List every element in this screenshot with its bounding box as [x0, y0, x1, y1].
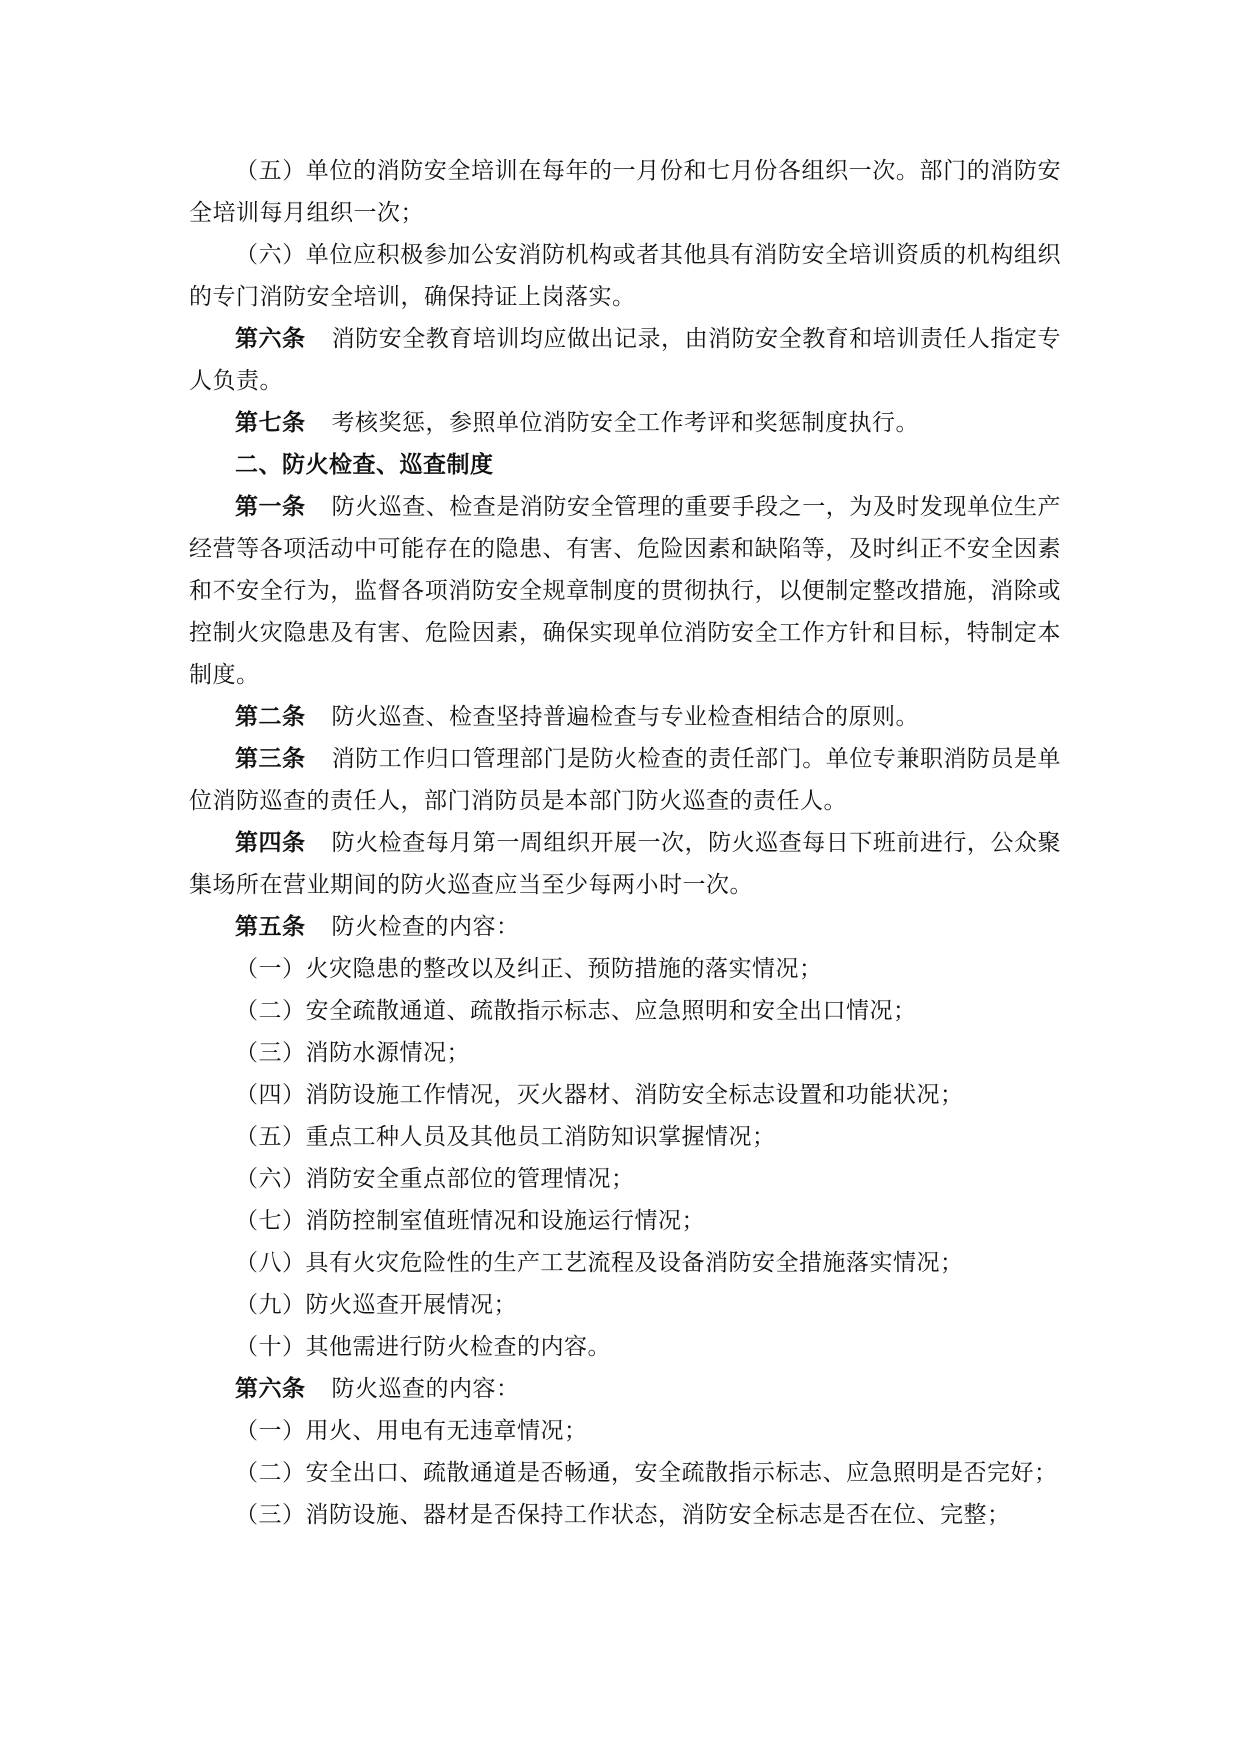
article-text: 防火巡查、检查坚持普遍检查与专业检查相结合的原则。 — [331, 704, 919, 730]
article-label: 第一条 — [235, 493, 306, 520]
article-label: 第五条 — [235, 913, 306, 940]
list-item — [189, 1452, 1061, 1494]
article-6-patrol-content — [189, 1368, 1061, 1410]
article-text: 消防工作归口管理部门是防火检查的责任部门。单位专兼职消防员是单位消防巡查的责任人，部门消防员是本部门防火巡查的责任人。 — [189, 746, 1062, 814]
article-label: 第七条 — [235, 409, 306, 436]
list-item-text: （三）消防设施、器材是否保持工作状态，消防安全标志是否在位、完整； — [235, 1502, 1011, 1528]
list-item — [189, 1242, 1061, 1284]
article-text: 防火巡查、检查是消防安全管理的重要手段之一，为及时发现单位生产经营等各项活动中可能存在的隐患、有害、危险因素和缺陷等，及时纠正不安全因素和不安全行为，监督各项消防安全规章制度的贯彻执行，以便制定整改措施，消除或控制火灾隐患及有害、危险因素，确保实现单位消防安全工作方针和目标，特制定本制度。 — [189, 494, 1062, 688]
article-text: 考核奖惩，参照单位消防安全工作考评和奖惩制度执行。 — [331, 410, 919, 436]
list-item — [189, 1410, 1061, 1452]
list-item — [189, 948, 1061, 990]
article-1-purpose — [189, 486, 1061, 696]
list-item-text: （二）安全疏散通道、疏散指示标志、应急照明和安全出口情况； — [235, 998, 917, 1024]
article-text: 防火检查的内容： — [331, 914, 520, 940]
article-text: 消防安全教育培训均应做出记录，由消防安全教育和培训责任人指定专人负责。 — [189, 326, 1062, 394]
paragraph-training-external — [189, 234, 1061, 318]
list-item — [189, 1284, 1061, 1326]
list-item — [189, 1200, 1061, 1242]
list-item-text: （八）具有火灾危险性的生产工艺流程及设备消防安全措施落实情况； — [235, 1250, 964, 1276]
article-7-assessment — [189, 402, 1061, 444]
list-item-text: （六）消防安全重点部位的管理情况； — [235, 1166, 635, 1192]
article-label: 第四条 — [235, 829, 306, 856]
list-item-text: （一）用火、用电有无违章情况； — [235, 1418, 588, 1444]
list-item — [189, 1032, 1061, 1074]
article-3-responsibility — [189, 738, 1061, 822]
article-5-inspection-content — [189, 906, 1061, 948]
article-6-records — [189, 318, 1061, 402]
list-item-text: （二）安全出口、疏散通道是否畅通，安全疏散指示标志、应急照明是否完好； — [235, 1460, 1058, 1486]
list-item-text: （五）重点工种人员及其他员工消防知识掌握情况； — [235, 1124, 776, 1150]
document-body — [189, 150, 1061, 1536]
paragraph-training-annual — [189, 150, 1061, 234]
list-item-text: （四）消防设施工作情况，灭火器材、消防安全标志设置和功能状况； — [235, 1082, 964, 1108]
list-item — [189, 1074, 1061, 1116]
list-item-text: （一）火灾隐患的整改以及纠正、预防措施的落实情况； — [235, 956, 823, 982]
article-label: 第三条 — [235, 745, 306, 772]
list-item-text: （九）防火巡查开展情况； — [235, 1292, 517, 1318]
article-label: 第六条 — [235, 1375, 306, 1402]
article-text: 防火检查每月第一周组织开展一次，防火巡查每日下班前进行，公众聚集场所在营业期间的防火巡查应当至少每两小时一次。 — [189, 830, 1062, 898]
list-item-text: （三）消防水源情况； — [235, 1040, 470, 1066]
article-text: 防火巡查的内容： — [331, 1376, 520, 1402]
section-heading-text: 二、防火检查、巡查制度 — [235, 451, 494, 478]
paragraph-text: （五）单位的消防安全培训在每年的一月份和七月份各组织一次。部门的消防安全培训每月组织一次； — [189, 158, 1061, 226]
article-label: 第二条 — [235, 703, 306, 730]
list-item-text: （七）消防控制室值班情况和设施运行情况； — [235, 1208, 705, 1234]
article-2-principle — [189, 696, 1061, 738]
article-label: 第六条 — [235, 325, 306, 352]
section-heading — [189, 444, 1061, 486]
list-item — [189, 1494, 1061, 1536]
list-item — [189, 990, 1061, 1032]
paragraph-text: （六）单位应积极参加公安消防机构或者其他具有消防安全培训资质的机构组织的专门消防安全培训，确保持证上岗落实。 — [189, 242, 1061, 310]
list-item — [189, 1326, 1061, 1368]
list-item — [189, 1116, 1061, 1158]
article-4-frequency — [189, 822, 1061, 906]
list-item — [189, 1158, 1061, 1200]
list-item-text: （十）其他需进行防火检查的内容。 — [235, 1334, 611, 1360]
